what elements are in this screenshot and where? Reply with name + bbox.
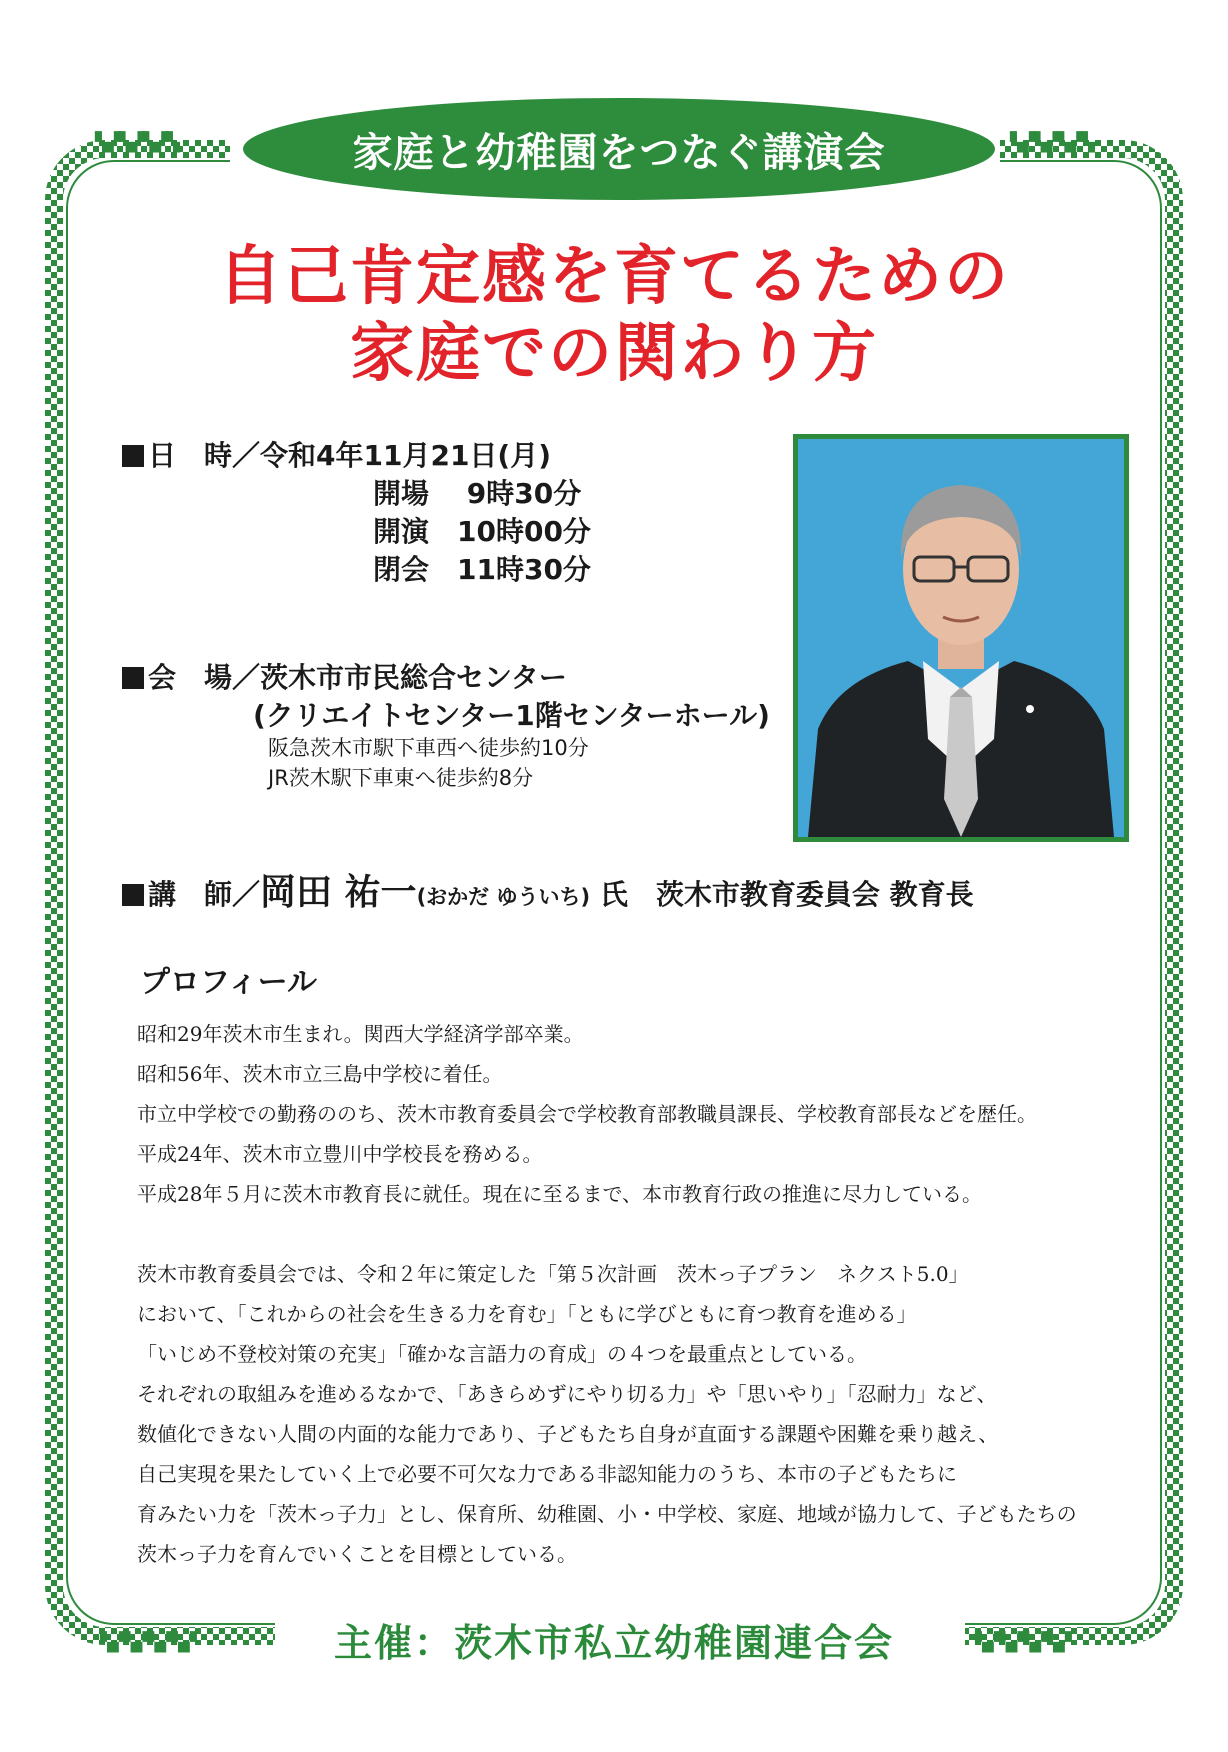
policy-line: 「いじめ不登校対策の充実」「確かな言語力の育成」の４つを最重点としている。 — [137, 1342, 867, 1366]
policy-line: それぞれの取組みを進めるなかで、「あきらめずにやり切る力」や「思いやり」「忍耐力」など、 — [137, 1382, 997, 1406]
speaker-portrait-illustration — [798, 439, 1124, 837]
checker-ornament-bottom-right: ▚▞▚▞▚▞▚▞ — [975, 1632, 1070, 1653]
venue-hall: (クリエイトセンター1階センターホール) — [253, 699, 770, 732]
checker-ornament-top-left: ▚▞▚▞▚▞▚ — [95, 132, 178, 153]
speaker-reading: (おかだ ゆういち) — [416, 885, 591, 909]
doors-open-time: 開場 9時30分 — [373, 477, 582, 510]
venue-label: 会 場／ — [148, 661, 261, 694]
profile-line: 昭和29年茨木市生まれ。関西大学経済学部卒業。 — [137, 1022, 584, 1046]
schedule-row — [122, 434, 551, 474]
checker-ornament-top-right: ▚▞▚▞▚▞▚ — [1010, 132, 1093, 153]
profile-line: 市立中学校での勤務ののち、茨木市教育委員会で学校教育部教職員課長、学校教育部長などを歴任。 — [137, 1102, 1037, 1126]
policy-line: 自己実現を果たしていく上で必要不可欠な力である非認知能力のうち、本市の子どもたちに — [137, 1462, 957, 1486]
profile-line: 平成24年、茨木市立豊川中学校長を務める。 — [137, 1142, 543, 1166]
policy-line: において、「これからの社会を生きる力を育む」「ともに学びともに育つ教育を進める」 — [137, 1302, 917, 1326]
title-line-2: 家庭での関わり方 — [350, 317, 878, 391]
policy-paragraph — [137, 1254, 1137, 1574]
checker-ornament-bottom-left: ▚▞▚▞▚▞▚▞ — [100, 1632, 195, 1653]
speaker-name: 岡田 祐一 — [260, 872, 417, 913]
speaker-honorific: 氏 — [599, 878, 628, 911]
profile-line: 昭和56年、茨木市立三島中学校に着任。 — [137, 1062, 503, 1086]
venue-row — [122, 656, 567, 696]
policy-line: 数値化できない人間の内面的な能力であり、子どもたち自身が直面する課題や困難を乗り越え、 — [137, 1422, 999, 1446]
square-bullet-icon — [122, 667, 144, 689]
event-banner: 家庭と幼稚園をつなぐ講演会 — [243, 98, 995, 200]
sponsor: 主催：茨木市私立幼稚園連合会 — [333, 1621, 894, 1665]
policy-line: 茨木っ子力を育んでいくことを目標としている。 — [137, 1542, 577, 1566]
policy-line: 茨木市教育委員会では、令和２年に策定した「第５次計画 茨木っ子プラン ネクスト5.0」 — [137, 1262, 969, 1286]
policy-line: 育みたい力を「茨木っ子力」とし、保育所、幼稚園、小・中学校、家庭、地域が協力して、子どもたちの — [137, 1502, 1077, 1526]
venue-access-2: JR茨木駅下車東へ徒歩約8分 — [268, 766, 534, 790]
profile-heading: プロフィール — [140, 965, 317, 1000]
venue-name: 茨木市市民総合センター — [260, 661, 567, 694]
square-bullet-icon — [122, 884, 144, 906]
start-time: 開演 10時00分 — [373, 515, 591, 548]
profile-summary — [137, 1014, 1137, 1214]
speaker-row — [122, 864, 974, 915]
schedule-date: 令和4年11月21日(月) — [260, 439, 552, 472]
schedule-label: 日 時／ — [148, 439, 261, 472]
speaker-role: 茨木市教育委員会 教育長 — [655, 878, 974, 911]
close-time: 閉会 11時30分 — [373, 553, 591, 586]
venue-access-1: 阪急茨木市駅下車西へ徒歩約10分 — [268, 736, 589, 760]
square-bullet-icon — [122, 445, 144, 467]
profile-line: 平成28年５月に茨木市教育長に就任。現在に至るまで、本市教育行政の推進に尽力している。 — [137, 1182, 983, 1206]
speaker-photo — [793, 434, 1129, 842]
speaker-label: 講 師／ — [148, 878, 261, 911]
title-line-1: 自己肯定感を育てるための — [218, 240, 1010, 314]
